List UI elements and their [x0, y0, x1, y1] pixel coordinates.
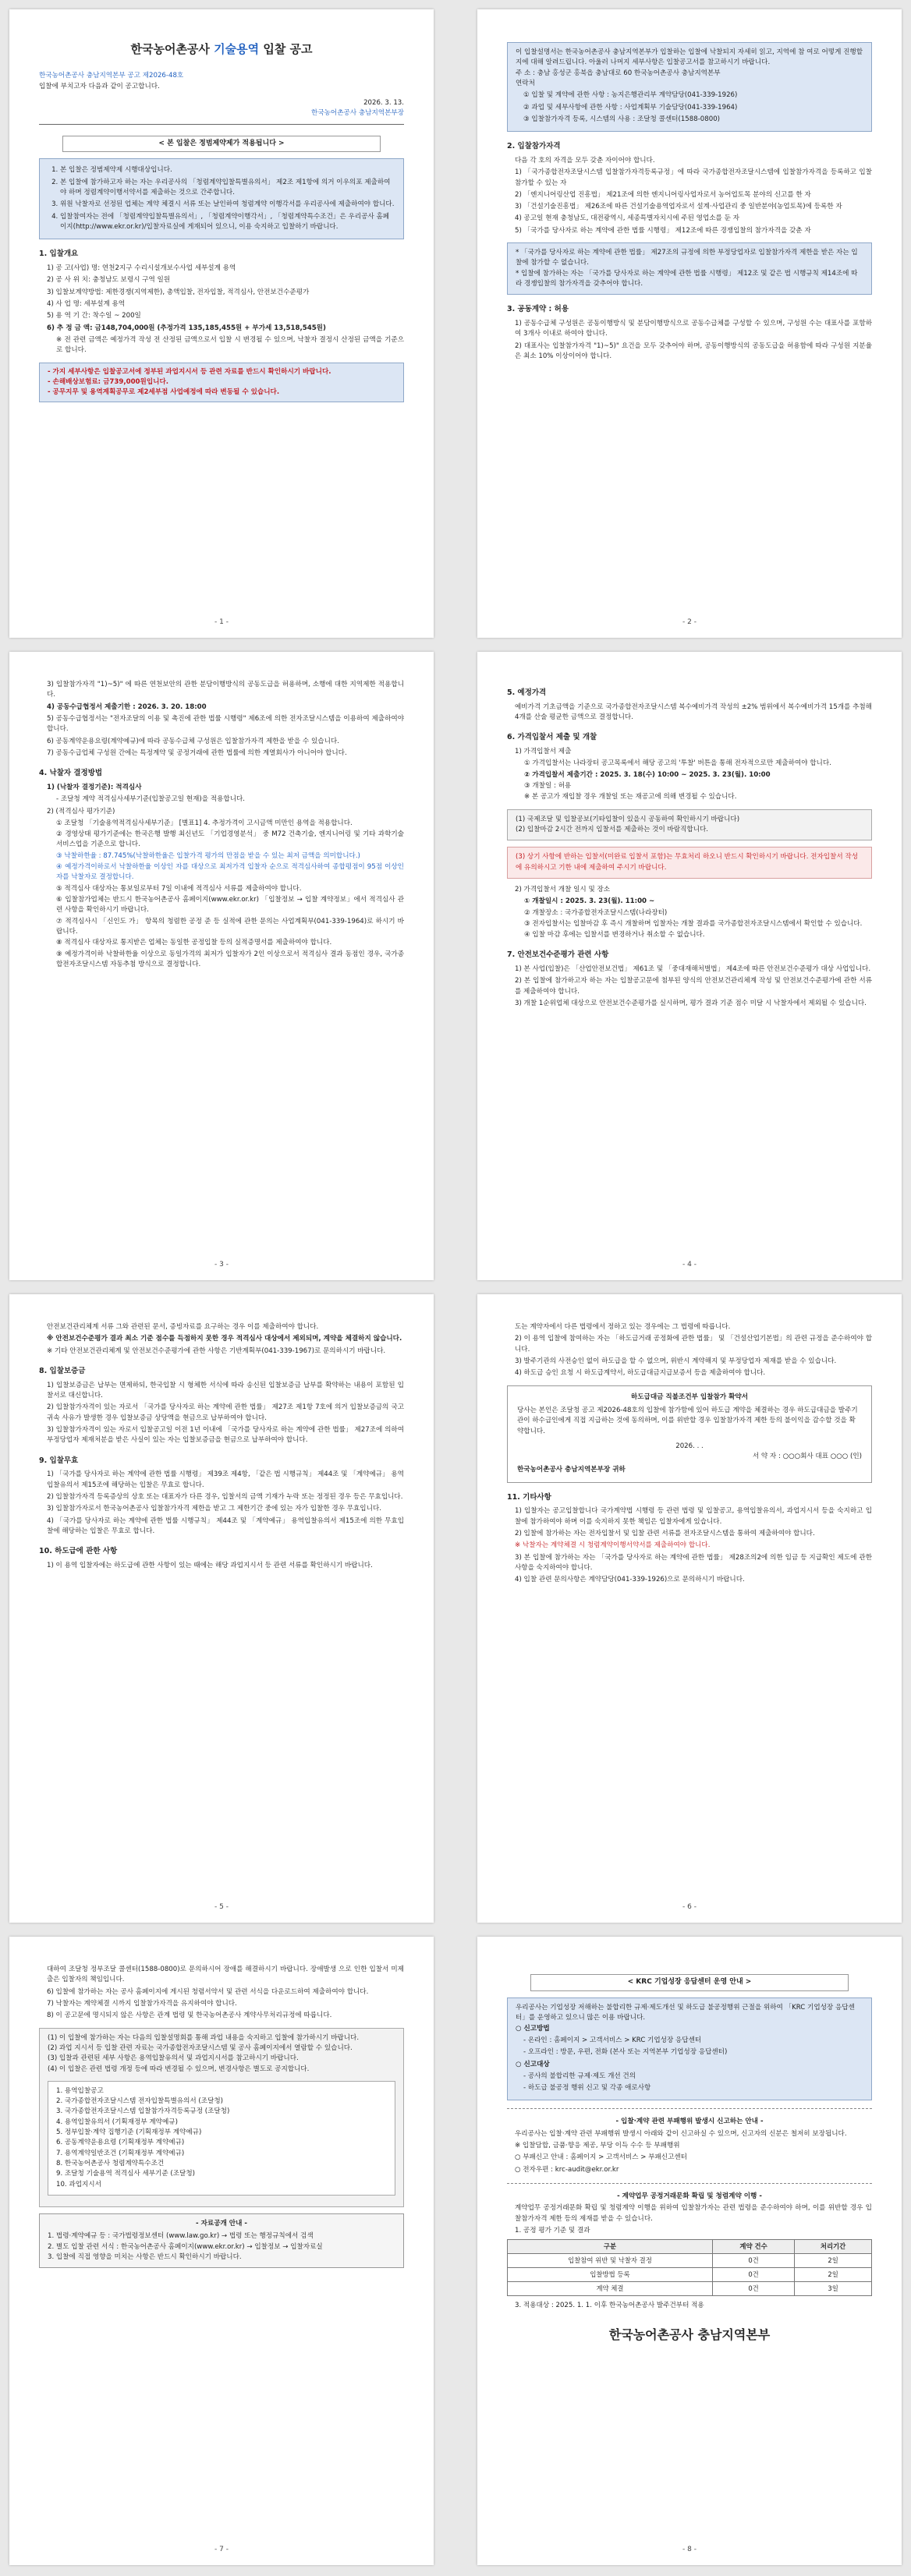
safety-item: 2) 본 입찰에 참가하고자 하는 자는 입찰공고문에 첨부된 양식의 안전보건관리체계 작성 및 안전보건수준평가에 관한 서류를 제출하여야 합니다. — [515, 977, 872, 996]
safety-item: 1) 본 사업(입찰)은 「산업안전보건법」 제61조 및 「중대재해처벌법」 제4조에 따른 안전보건수준평가 대상 사업입니다. — [515, 965, 871, 974]
rule-title: - 계약업무 공정거래문화 확립 및 청렴계약 이행 - — [617, 2192, 762, 2200]
joint-contract-item: 5) 공동수급협정서는 "전자조달의 이용 및 촉진에 관한 법률 시행령" 제6조에 의한 전자조달시스템을 이용하여 제출하여야 합니다. — [47, 714, 404, 734]
reference-item: 1. 법령·계약예규 등 : 국가법령정보센터 (www.law.go.kr) → 법령 또는 행정규칙에서 검색 — [48, 2232, 314, 2241]
contact-line: 이 입찰설명서는 한국농어촌공사 충남지역본부가 입찰하는 입찰에 낙찰되지 자세히 읽고, 지역에 참 여로 어떻게 진행할지에 대해 알려드립니다. 아울러 나머지 세부사항은 입찰공고서를 참고하시기 바랍니다. — [516, 48, 863, 67]
section-heading: 11. 기타사항 — [507, 1492, 551, 1502]
briefing-box — [39, 2028, 404, 2207]
table-row: 계약 체결 0건 3일 — [508, 2282, 872, 2296]
bid-item: 1) 가격입찰서 제출 — [515, 748, 572, 756]
pledge-signature: 서 약 자 : ○○○회사 대표 ○○○ (인) — [752, 1453, 862, 1461]
qualification-item: 5) 「국가를 당사자로 하는 계약에 관한 법률 시행령」 제12조에 따른 경쟁입찰의 참가자격을 갖춘 자 — [515, 226, 811, 235]
notice-item: 3. 위원 낙찰자로 선정된 업체는 계약 체결시 서류 또는 날인하여 청렴계약 이행각서를 우리공사에 제출하여야 합니다. — [60, 200, 395, 210]
page-number: - 7 - — [214, 2546, 229, 2554]
page-7 — [9, 1937, 434, 2565]
table-caption: 1. 공정 평가 기준 및 결과 — [515, 2226, 590, 2235]
award-item: ③ 낙찰하한율 : 87.745%(낙찰하한율은 입찰가격 평가의 만점을 받을 수 있는 최저 금액을 의미합니다.) — [56, 851, 360, 860]
report-text: 우리공사는 입찰·계약 관련 부패행위 발생시 아래와 같이 신고하실 수 있으며, 신고자의 신분은 철저히 보장됩니다. — [515, 2129, 847, 2138]
misc-item: 7) 낙찰자는 계약체결 시까지 입찰참가자격을 유지하여야 합니다. — [47, 1999, 237, 2008]
contact-box — [507, 42, 872, 132]
warning-line: - 손해배상보험료: 금739,000원입니다. — [48, 377, 169, 386]
section-heading: 7. 안전보건수준평가 관련 사항 — [507, 950, 609, 960]
award-item: ⑥ 입찰참가업체는 반드시 한국농어촌공사 홈페이지(www.ekr.or.kr) 「입찰정보 → 입찰 계약정보」에서 적격심사 관련 사항을 확인하시기 바랍니다. — [56, 896, 404, 915]
subcontract-item: 3) 발주기관의 사전승인 없이 하도급을 할 수 없으며, 위반시 계약해지 및 부정당업자 제재를 받을 수 있습니다. — [515, 1357, 837, 1365]
award-item: ⑦ 적격심사시 「신인도 가」 항목의 청렴한 공정 준 등 실적에 관한 문의는 사업계획부(041-339-1964)로 하시기 바랍니다. — [56, 917, 404, 936]
page-number: - 4 - — [682, 1261, 697, 1269]
overview-item: ※ 전 관련 금액은 예정가격 작성 전 산정된 금액으로서 입찰 시 변경될 수 있으며, 낙찰자 결정시 산정된 금액을 기준으로 합니다. — [56, 335, 404, 355]
joint-contract-item: 7) 공동수급업체 구성원 간에는 특정계약 및 공정거래에 관한 법률에 의한 계열회사가 아니어야 합니다. — [47, 748, 347, 757]
note-line: * 「국가를 당사자로 하는 계약에 관한 법률」 제27조의 규정에 의한 부정당업자로 입찰참가자격 제한을 받은 자는 입찰에 참가할 수 없습니다. — [516, 249, 858, 267]
invalid-item: 4) 「국가를 당사자로 하는 계약에 관한 법률 시행규칙」 제44조 및 「계약예규」 용역입찰유의서 제15조에 의한 무효입찰에 해당하는 입찰은 무효로 합니다. — [47, 1516, 404, 1535]
center-item: - 오프라인 : 방문, 우편, 전화 (본사 또는 지역본부 기업성장 응답센터) — [523, 2048, 728, 2057]
award-item: ② 경영상태 평가기준에는 한국은행 발행 최신년도 「기업경영분석」 중 M72 건축기술, 엔지니어링 및 기타 과학기술 서비스업을 기준으로 합니다. — [56, 830, 404, 849]
joint-contract-item: 6) 공동계약운용요령(계약예규)에 따라 공동수급체 구성원은 입찰참가자격 제한을 받을 수 있습니다. — [47, 737, 339, 745]
divider — [39, 124, 404, 125]
deposit-item: 1) 입찰보증금은 납부는 면제하되, 한국입찰 시 형체한 서식에 따라 송신된 입찰보증금 납부를 확약하는 내용이 포함된 입찰서로 대신합니다. — [47, 1381, 404, 1399]
contact-line: 연락처 — [516, 79, 535, 87]
center-box — [507, 1997, 872, 2101]
page-1 — [9, 9, 434, 638]
list-item: 7. 용역계약일반조건 (기획재정부 계약예규) — [56, 2149, 185, 2157]
warning-line: - 공무지무 및 용역계획공무로 제2세부점 사업예정에 따라 변동될 수 있습니다. — [48, 388, 280, 397]
invalid-item: 2) 입찰참가자격 등록증상의 상호 또는 대표자가 다른 경우, 입찰서의 금액 기재가 누락 또는 정정된 경우 등은 무효입니다. — [47, 1492, 403, 1501]
bid-note-box — [507, 809, 872, 841]
page-number: - 2 - — [682, 618, 697, 627]
overview-item: 6) 추 정 금 액: 금148,704,000원 (추정가격 135,185,455원 + 부가세 13,518,545원) — [47, 324, 326, 332]
section-heading: 4. 낙찰자 결정방법 — [39, 769, 103, 778]
note-line: (1) 국제조달 및 입찰공보(기타입찰이 있을시 공동하여 확인하시기 바랍니다) — [516, 815, 740, 823]
qualification-item: 4) 공고일 현재 충청남도, 대전광역시, 세종특별자치시에 주된 영업소를 둔 자 — [515, 214, 739, 223]
page-number: - 6 - — [682, 1903, 697, 1912]
page-4 — [477, 652, 902, 1280]
qualification-item: 3) 「건설기술진흥법」 제26조에 따른 건설기술용역업자로서 설계·사업관리 중 일반분야(농업토목)에 등록한 자 — [515, 203, 842, 211]
section-heading: 9. 입찰무효 — [39, 1456, 79, 1465]
qualification-item: 2) 「엔지니어링산업 진흥법」 제21조에 의한 엔지니어링사업자로서 농어업토목 분야의 신고를 한 자 — [515, 190, 811, 199]
section-heading: 8. 입찰보증금 — [39, 1366, 86, 1375]
note-line: * 입찰에 참가하는 자는 「국가를 당사자로 하는 계약에 관한 법률 시행령」 제12조 및 같은 법 시행규칙 제14조에 따라 경쟁입찰의 참가자격을 갖추어야 합니다. — [516, 269, 858, 288]
safety-item: 3) 개찰 1순위업체 대상으로 안전보건수준평가를 실시하며, 평가 결과 기준 점수 미달 시 낙찰자에서 제외될 수 있습니다. — [515, 1000, 867, 1008]
pledge-title: 하도급대금 직불조건부 입찰참가 확약서 — [630, 1392, 749, 1401]
contact-line: ② 과업 및 세부사항에 관한 사항 : 사업계획부 기술담당(041-339-1964) — [523, 103, 738, 111]
misc-item: 2) 입찰에 참가하는 자는 전자입찰서 및 입찰 관련 서류를 전자조달시스템을 통하여 제출하여야 합니다. — [515, 1530, 815, 1538]
report-item: ○ 부패신고 안내 : 홈페이지 > 고객서비스 > 부패신고센터 — [515, 2153, 687, 2162]
joint-contract-item: 4) 공동수급협정서 제출기한 : 2026. 3. 20. 18:00 — [47, 702, 207, 711]
center-intro: 우리공사는 기업성장 저해하는 불합리한 규제·제도개선 및 하도급 불공정행위 근절을 위하여 「KRC 기업성장 응답센터」를 운영하고 있으니 많은 이용 바랍니다. — [516, 2003, 855, 2022]
note-line: (3) 입찰과 관련된 세부 사항은 용역입찰유의서 및 과업지시서를 참고하시기 바랍니다. — [48, 2054, 299, 2063]
notice-number: 한국농어촌공사 충남지역본부 공고 제2026-48호 — [39, 72, 184, 80]
overview-item: 4) 사 업 명: 세부설계 용역 — [47, 299, 126, 308]
report-title: - 입찰·계약 관련 부패행위 발생시 신고하는 안내 - — [615, 2118, 764, 2126]
overview-item: 2) 공 사 위 치: 충청남도 보령시 구역 일원 — [47, 276, 171, 285]
misc-item: 대하여 조달청 정부조달 콜센터(1588-0800)로 문의하시어 장애를 해결하시기 바랍니다. 장애발생 으로 인한 입찰서 미제출은 입찰자의 책임입니다. — [47, 1966, 404, 1984]
award-item: ⑨ 예정가격이하 낙찰하한율 이상으로 동일가격의 최저가 입찰자가 2인 이상으로서 적격심사 결과 동점인 경우, 국가종합전자조달시스템 자동추첨 방식으로 결정합니다. — [56, 950, 404, 968]
center-item: ○ 신고방법 — [516, 2024, 550, 2033]
note-line: (4) 이 입찰은 관련 법령 개정 등에 따라 변경될 수 있으며, 변경사항은 별도로 공지합니다. — [48, 2065, 310, 2073]
report-item: ○ 전자우편 : krc-audit@ekr.or.kr — [515, 2165, 619, 2174]
notice-item: 4. 입찰참여자는 전에 「청렴계약입찰특별유의서」, 「청렴계약이행각서」, 「청렴계약특수조건」은 우리공사 홈페이지(http://www.ekr.or.kr)/입찰자료실에 게재되어 있으니, 이용 숙지하고 입찰하기 바랍니다. — [60, 212, 395, 233]
center-item: - 온라인 : 홈페이지 > 고객서비스 > KRC 기업성장 응답센터 — [523, 2036, 702, 2044]
list-item: 9. 조달청 기술용역 적격심사 세부기준 (조달청) — [56, 2170, 195, 2178]
opening-item: ④ 입찰 마감 후에는 입찰서를 변경하거나 취소할 수 없습니다. — [524, 931, 705, 939]
safety-item: ※ 안전보건수준평가 결과 최소 기준 점수를 득점하지 못한 경우 적격심사 대상에서 제외되며, 계약을 체결하지 않습니다. — [47, 1335, 402, 1343]
deposit-item: 3) 입찰참가자격이 있는 자로서 입찰공고일 이전 1년 이내에 「국가를 당사자로 하는 계약에 관한 법률」 제27조에 의하여 부정당업자 제재처분을 받은 사실이 있는 자는 입찰보증금을 현금으로 납부하여야 합니다. — [47, 1425, 404, 1445]
center-banner: < KRC 기업성장 응답센터 운영 안내 > — [530, 1974, 849, 1991]
misc-item: 1) 입찰자는 공고입찰합니다 국가계약법 시행령 등 관련 법령 및 입찰공고, 용역입찰유의서, 과업지시서 등을 숙지하고 입찰에 참가하여야 하며 이를 숙지하지 못한 책임은 입찰자에게 있습니다. — [515, 1507, 872, 1526]
overview-item: 1) 공 고(사업) 명: 연천2지구 수리시설개보수사업 세부설계 용역 — [47, 264, 236, 273]
notice-box — [39, 158, 404, 239]
notice-date: 2026. 3. 13. — [363, 98, 404, 107]
table-header: 처리기간 — [795, 2240, 872, 2254]
bid-item: ① 가격입찰서는 나라장터 공고목록에서 해당 공고의 '투찰' 버튼을 통해 전자적으로만 제출하여야 합니다. — [524, 759, 831, 768]
opening-item: ② 개찰장소 : 국가종합전자조달시스템(나라장터) — [524, 908, 668, 917]
footer-org: 한국농어촌공사 충남지역본부 — [608, 2327, 771, 2342]
list-item: 6. 공동계약운용요령 (기획재정부 계약예규) — [56, 2139, 185, 2147]
notice-item: 1. 본 입찰은 정범제약제 시행대상입니다. — [60, 165, 395, 175]
warning-line: - 가지 세부사항은 입찰공고서에 정부된 과업지시서 등 관련 자료를 반드시 확인하시기 바랍니다. — [48, 367, 331, 376]
award-item: ⑧ 적격심사 대상자로 통지받은 업체는 동일한 공정입찰 등의 실적증명서를 제출하여야 합니다. — [56, 939, 332, 947]
table-row: 입찰참여 위반 및 낙찰자 결정 0건 2일 — [508, 2254, 872, 2268]
section-heading: 10. 하도급에 관한 사항 — [39, 1547, 118, 1556]
subcontract-text: 1) 이 용역 입찰자에는 하도급에 관한 사항이 있는 때에는 해당 과업지시서 등 관련 서류를 확인하시기 바랍니다. — [47, 1561, 373, 1569]
joint-contract-item: 2) 대표사는 입찰참가자격 "1)~5)" 요건을 모두 갖추어야 하며, 공동이행방식의 공동도급을 허용함에 따라 구성원 지분율은 최소 10% 이상이어야 합니다. — [515, 341, 872, 360]
misc-item: 6) 입찰에 참가하는 자는 공사 홈페이지에 게시된 청렴서약서 및 관련 서식을 다운로드하여 제출하여야 합니다. — [47, 1987, 369, 1996]
contact-line: ① 입찰 및 계약에 관한 사항 : 농지은행관리부 계약담당(041-339-1926) — [523, 91, 738, 100]
page-number: - 5 - — [214, 1903, 229, 1912]
list-item: 3. 국가종합전자조달시스템 입찰참가자격등록규정 (조달청) — [56, 2107, 230, 2116]
price-text: 예비가격 기초금액을 기준으로 국가종합전자조달시스템 복수예비가격 작성의 ±2% 범위에서 복수예비가격 15개를 추첨해 4개를 산술 평균한 금액으로 결정합니다. — [515, 702, 872, 722]
subcontract-item: 4) 하도급 승인 요청 시 하도급계약서, 하도급대금지급보증서 등을 제출하여야 합니다. — [515, 1369, 766, 1378]
reference-title: - 자료공개 안내 - — [196, 2219, 247, 2227]
list-item: 8. 한국농어촌공사 청렴계약특수조건 — [56, 2160, 165, 2167]
invalid-item: 1) 「국가를 당사자로 하는 계약에 관한 법률 시행령」 제39조 제4항, 「같은 법 시행규칙」 제44조 및 「계약예규」 용역입찰유의서 제15조에 해당하는 입찰은 무효로 합니다. — [47, 1470, 404, 1489]
section-heading: 6. 가격입찰서 제출 및 개찰 — [507, 733, 597, 742]
pledge-date: 2026. . . — [675, 1442, 704, 1450]
list-item: 10. 과업지시서 — [56, 2180, 101, 2189]
misc-item: 8) 이 공고문에 명시되지 않은 사항은 관계 법령 및 한국농어촌공사 계약사무처리규정에 따릅니다. — [47, 2012, 332, 2020]
page-title: 한국농어촌공사 기술용역 입찰 공고 — [130, 42, 313, 56]
safety-item: 안전보건관리체계 서류 그와 관련된 문서, 증빙자료를 요구하는 경우 이를 제출하여야 합니다. — [47, 1323, 319, 1331]
document-list — [48, 2081, 395, 2196]
section-heading: 5. 예정가격 — [507, 688, 547, 697]
overview-item: 5) 용 역 기 간: 착수일 ~ 200일 — [47, 312, 141, 320]
opening-item: 2) 가격입찰서 개찰 일시 및 장소 — [515, 885, 611, 893]
center-item: - 하도급 불공정 행위 신고 및 각종 애로사항 — [523, 2084, 651, 2093]
safety-item: ※ 기타 안전보건관리체계 및 안전보건수준평가에 관한 사항은 기반계획부(041-339-1967)로 문의하시기 바랍니다. — [47, 1346, 386, 1355]
page-number: - 8 - — [682, 2546, 697, 2554]
qualification-item: 1) 「국가종합전자조달시스템 입찰참가자격등록규정」에 따라 국가종합전자조달시스템에 입찰참가자격을 등록하고 입찰 참가할 수 있는 자 — [515, 168, 872, 187]
section-heading: 1. 입찰개요 — [39, 249, 79, 259]
notice-item: 2. 본 입찰에 참가하고자 하는 자는 우리공사의 「청렴계약입찰특별유의서」 제2조 제1항에 의거 이우의포 제출하여야 하며 정렴계약이행서약서를 제출하는 것으로 간주합니다. — [60, 178, 395, 199]
qualification-note-box — [507, 242, 872, 295]
page-number: - 3 - — [214, 1261, 229, 1269]
opening-item: ① 개찰일시 : 2025. 3. 23(월). 11:00 ~ — [524, 897, 655, 906]
award-item: 2) (적격심사 평가기준) — [47, 807, 115, 816]
page-5 — [9, 1294, 434, 1923]
center-item: - 공사의 불합리한 규제·제도 개선 건의 — [523, 2072, 636, 2080]
rule-text: 계약업무 공정거래문화 확립 및 청렴계약 이행을 위하여 입찰참가자는 관련 법령을 준수하여야 하며, 이를 위반할 경우 입찰참가자격 제한 등의 제재를 받을 수 있습니다. — [515, 2204, 872, 2223]
bid-item: ② 가격입찰서 제출기간 : 2025. 3. 18(수) 10:00 ~ 2025. 3. 23(월). 10:00 — [524, 770, 771, 779]
misc-item: 3) 본 입찰에 참가하는 자는 「국가를 당사자로 하는 계약에 관한 법률」 제28조의2에 의한 임금 등 지급확인 제도에 관한 사항을 숙지하여야 합니다. — [515, 1553, 872, 1573]
warning-box — [39, 363, 404, 403]
qualification-intro: 다음 각 호의 자격을 모두 갖춘 자이어야 합니다. — [515, 156, 655, 165]
deposit-item: 2) 입찰참가자격이 있는 자로서 「국가를 당사자로 하는 계약에 관한 법률」 제27조 제1항 7호에 의거 입찰보증금의 국고귀속 사유가 발생한 경우 입찰보증금 상당액을 현금으로 납부하여야 합니다. — [47, 1403, 404, 1422]
page-6 — [477, 1294, 902, 1923]
pledge-box — [507, 1385, 872, 1483]
note-line: (1) 이 입찰에 참가하는 자는 다음의 입찰설명회를 통해 과업 내용을 숙지하고 입찰에 참가하시기 바랍니다. — [48, 2033, 360, 2042]
award-item: 1) (낙찰자 결정기준): 적격심사 — [47, 783, 142, 791]
invalid-item: 3) 입찰참가자로서 한국농어촌공사 입찰참가자격 제한을 받고 그 제한기간 중에 있는 자가 입찰한 경우 무효입니다. — [47, 1505, 381, 1513]
reference-item: 2. 별도 입찰 관련 서식 : 한국농어촌공사 홈페이지(www.ekr.or.kr) → 입찰정보 → 입찰자료실 — [48, 2242, 323, 2251]
page-8 — [477, 1937, 902, 2565]
list-item: 2. 국가종합전자조달시스템 전자입찰특별유의서 (조달청) — [56, 2097, 224, 2106]
notice-intro: 입찰에 부치고자 다음과 같이 공고합니다. — [39, 82, 160, 90]
award-item: ⑤ 적격심사 대상자는 통보일로부터 7일 이내에 적격심사 서류를 제출하여야 합니다. — [56, 884, 302, 893]
evaluation-table — [507, 2239, 872, 2296]
bid-item: ③ 개찰일 : 허용 — [524, 782, 572, 790]
notice-box-title: < 본 입찰은 정범제약제가 적용됩니다 > — [62, 136, 381, 153]
bid-warning-box: (3) 상기 사항에 반하는 입찰서(미완료 입찰서 포함)는 무효처리 하오니 반드시 확인하시기 바랍니다. 전자입찰서 작성에 유의하시고 기한 내에 제출하여 주시기 바랍니다. — [507, 847, 872, 879]
contact-line: ③ 입찰참가자격 등록, 시스템의 사용 : 조달청 콜센터(1588-0800) — [523, 115, 721, 123]
table-header: 계약 건수 — [712, 2240, 794, 2254]
subcontract-item: 도는 계약자에서 다른 법령에서 정하고 있는 경우에는 그 법령에 따릅니다. — [515, 1323, 731, 1331]
report-item: ※ 입찰담합, 금품·향응 제공, 부당 이득 수수 등 부패행위 — [515, 2142, 680, 2150]
note-line: (2) 입찰마감 2시간 전까지 입찰서를 제출하는 것이 바람직합니다. — [516, 825, 709, 833]
notice-org: 한국농어촌공사 충남지역본부장 — [311, 109, 404, 118]
list-item: 5. 정부입찰·계약 집행기준 (기획재정부 계약예규) — [56, 2128, 202, 2137]
section-heading: 2. 입찰참가자격 — [507, 142, 561, 151]
reference-item: 3. 입찰에 직접 영향을 미치는 사항은 반드시 확인하시기 바랍니다. — [48, 2252, 242, 2261]
award-item: - 조달청 계약 적격심사세부기준(입찰공고일 현재)을 적용합니다. — [56, 795, 246, 804]
table-row: 입찰방법 등록 0건 2일 — [508, 2268, 872, 2282]
joint-contract-item: 1) 공동수급체 구성원은 공동이행방식 및 분담이행방식으로 공동수급체를 구성할 수 있으며, 구성원 수는 대표사를 포함하여 3개사 이내로 하여야 합니다. — [515, 320, 872, 338]
contact-line: 주 소 : 충남 홍성군 홍북읍 충남대로 60 한국농어촌공사 충남지역본부 — [516, 69, 721, 77]
overview-item: 3) 입찰보계약방법: 제한경쟁(지역제한), 총액입찰, 전자입찰, 적격심사, 안전보건수준평가 — [47, 288, 310, 296]
table-header: 구분 — [508, 2240, 713, 2254]
reference-box — [39, 2213, 404, 2268]
page-number: - 1 - — [214, 618, 229, 627]
page-3 — [9, 652, 434, 1280]
divider — [507, 2183, 872, 2184]
award-item: ④ 예정가격이하로서 낙찰하한율 이상인 자를 대상으로 최저가격 입찰자 순으로 적격심사하여 종합평점이 95점 이상인 자를 낙찰자로 결정합니다. — [56, 863, 404, 882]
subcontract-item: 2) 이 용역 입찰에 참여하는 자는 「하도급거래 공정화에 관한 법률」 및 「건설산업기본법」의 관련 규정을 준수하여야 합니다. — [515, 1335, 872, 1353]
pledge-text: 당사는 본인은 조달청 공고 제2026-48호의 입찰에 참가함에 있어 하도급 계약을 체결하는 경우 하도급대금을 발주기관이 하수급인에게 직접 지급하는 것에 동의하며, 이를 위반할 경우 입찰참가자격 제한 등의 불이익을 감수할 것을 확약합니다. — [517, 1406, 858, 1435]
opening-item: ③ 전자입찰서는 입찰마감 후 즉시 개찰하며 입찰자는 개찰 결과를 국가종합전자조달시스템에서 확인할 수 있습니다. — [524, 919, 863, 928]
award-item: ① 조달청 「기술용역적격심사세부기준」 [별표1] 4. 추정가격이 고시금액 미만인 용역을 적용합니다. — [56, 819, 353, 827]
center-item: ○ 신고대상 — [516, 2060, 550, 2068]
misc-item: ※ 낙찰자는 계약체결 시 청렴계약이행서약서를 제출하여야 합니다. — [515, 1541, 711, 1550]
list-item: 1. 용역입찰공고 — [56, 2086, 104, 2095]
divider — [507, 2108, 872, 2109]
list-item: 4. 용역입찰유의서 (기획재정부 계약예규) — [56, 2118, 178, 2126]
note-line: (2) 과업 지시서 등 입찰 관련 자료는 국가종합전자조달시스템 및 공사 홈페이지에서 열람할 수 있습니다. — [48, 2043, 353, 2052]
page-2 — [477, 9, 902, 638]
joint-contract-item: 3) 입찰참가자격 "1)~5)" 에 따른 연천보안의 관한 분담이행방식의 공동도급을 허용하며, 소행에 대한 지역제한 적용합니다. — [47, 681, 404, 699]
pledge-recipient: 한국농어촌공사 충남지역본부장 귀하 — [517, 1466, 626, 1474]
section-heading: 3. 공동계약 : 허용 — [507, 305, 569, 314]
misc-item: 4) 입찰 관련 문의사항은 계약담당(041-339-1926)으로 문의하시기 바랍니다. — [515, 1576, 745, 1584]
closing-text: 3. 적용대상 : 2025. 1. 1. 이후 한국농어촌공사 발주건부터 적용 — [515, 2302, 704, 2310]
bid-item: ※ 본 공고가 재입찰 경우 개찰일 또는 재공고에 의해 변경될 수 있습니다. — [524, 793, 737, 801]
